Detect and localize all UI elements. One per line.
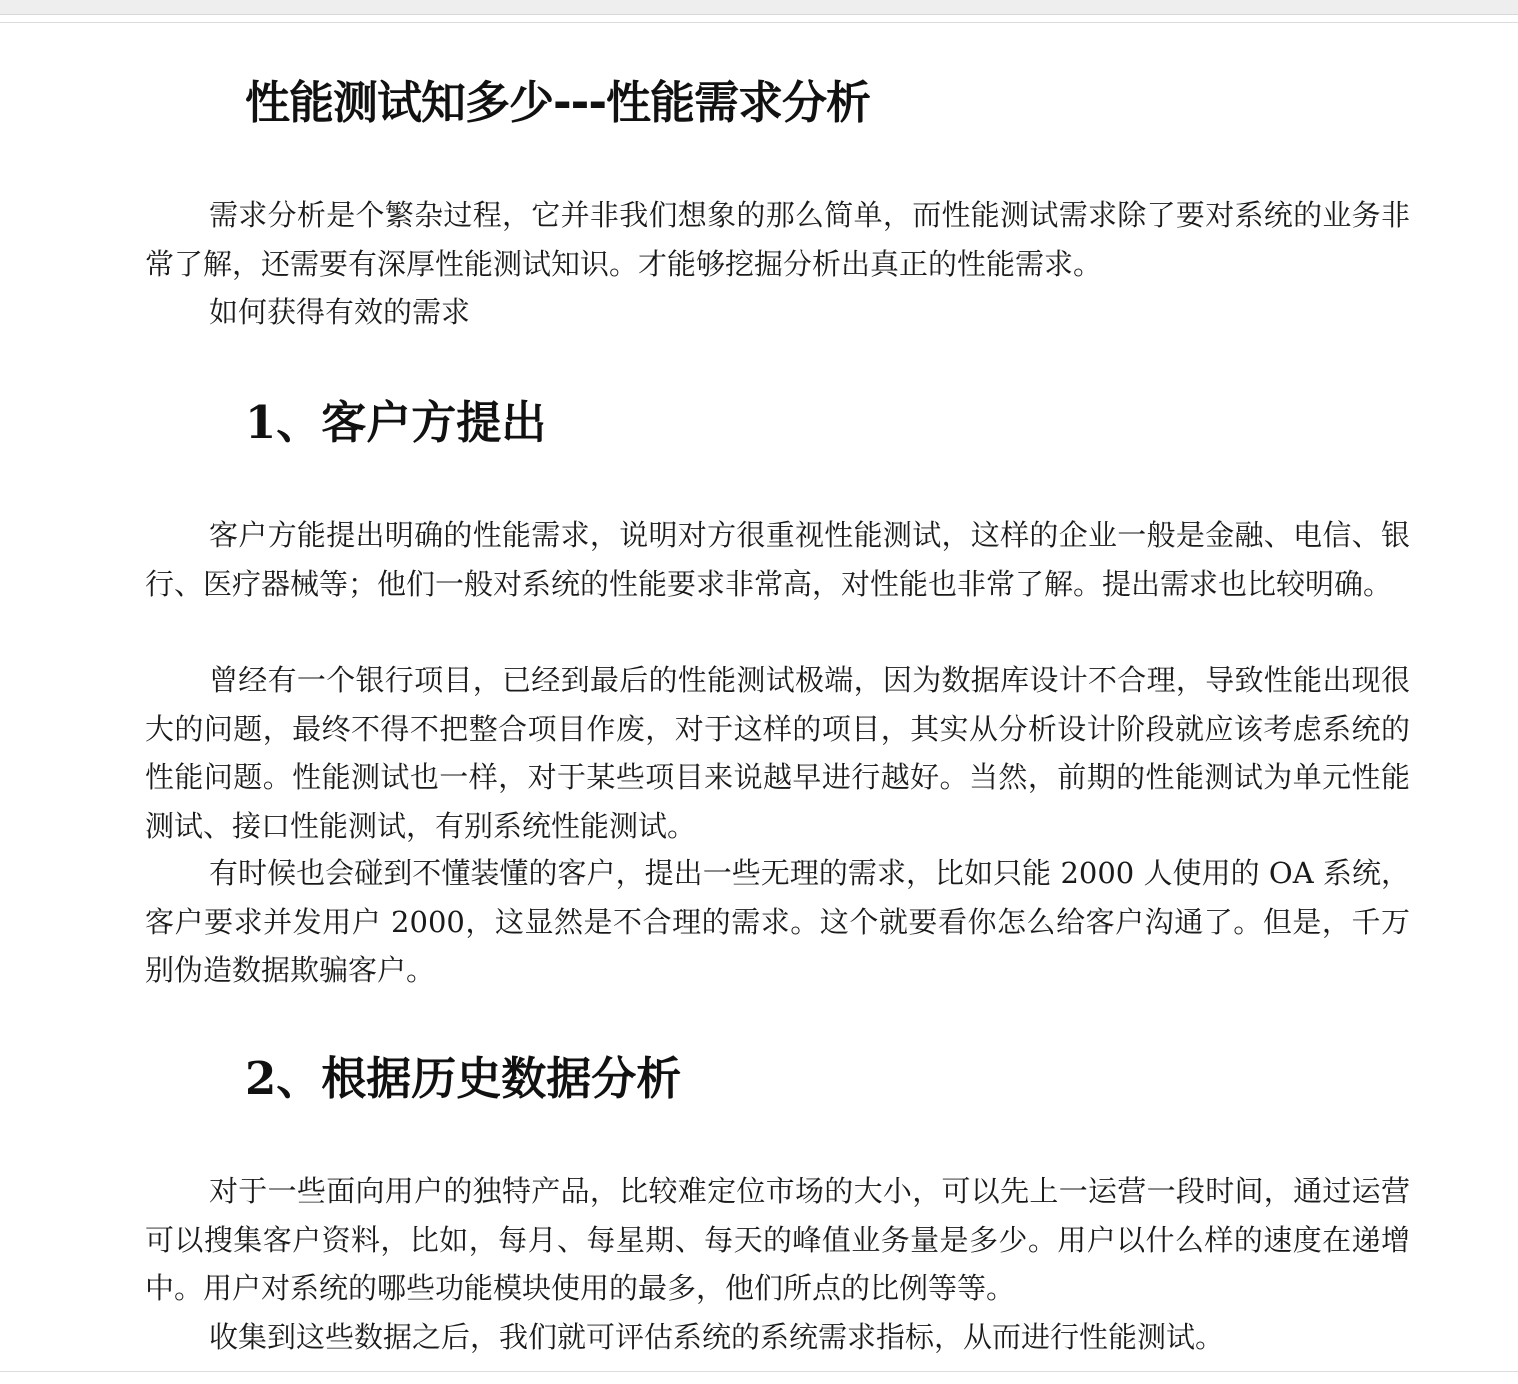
intro-paragraph: 需求分析是个繁杂过程，它并非我们想象的那么简单，而性能测试需求除了要对系统的业务非常了解，还需要有深厚性能测试知识。才能够挖掘分析出真正的性能需求。: [145, 198, 1410, 281]
document-title: 性能测试知多少---性能需求分析: [245, 76, 871, 129]
section-heading: 2、根据历史数据分析: [245, 1052, 682, 1105]
section-heading: 1、客户方提出: [245, 396, 547, 449]
section-paragraph: 对于一些面向用户的独特产品，比较难定位市场的大小，可以先上一运营一段时间，通过运营可以搜集客户资料，比如，每月、每星期、每天的峰值业务量是多少。用户以什么样的速度在递增中。用户对系统的哪些功能模块使用的最多，他们所点的比例等等。: [145, 1174, 1410, 1305]
section-paragraph: 客户方能提出明确的性能需求，说明对方很重视性能测试，这样的企业一般是金融、电信、银行、医疗器械等；他们一般对系统的性能要求非常高，对性能也非常了解。提出需求也比较明确。: [145, 518, 1410, 601]
viewer-top-bar: [0, 0, 1518, 15]
document-page: [0, 22, 1518, 1372]
section-paragraph: 收集到这些数据之后，我们就可评估系统的系统需求指标，从而进行性能测试。: [209, 1320, 1225, 1354]
intro-paragraph: 如何获得有效的需求: [209, 295, 471, 329]
section-paragraph: 有时候也会碰到不懂装懂的客户，提出一些无理的需求，比如只能 2000 人使用的 OA 系统，客户要求并发用户 2000，这显然是不合理的需求。这个就要看你怎么给客户沟通了。但是，千万别伪造数据欺骗客户。: [145, 856, 1410, 987]
section-paragraph: 曾经有一个银行项目，已经到最后的性能测试极端，因为数据库设计不合理，导致性能出现很大的问题，最终不得不把整合项目作废，对于这样的项目，其实从分析设计阶段就应该考虑系统的性能问题。性能测试也一样，对于某些项目来说越早进行越好。当然，前期的性能测试为单元性能测试、接口性能测试，有别系统性能测试。: [145, 663, 1410, 843]
